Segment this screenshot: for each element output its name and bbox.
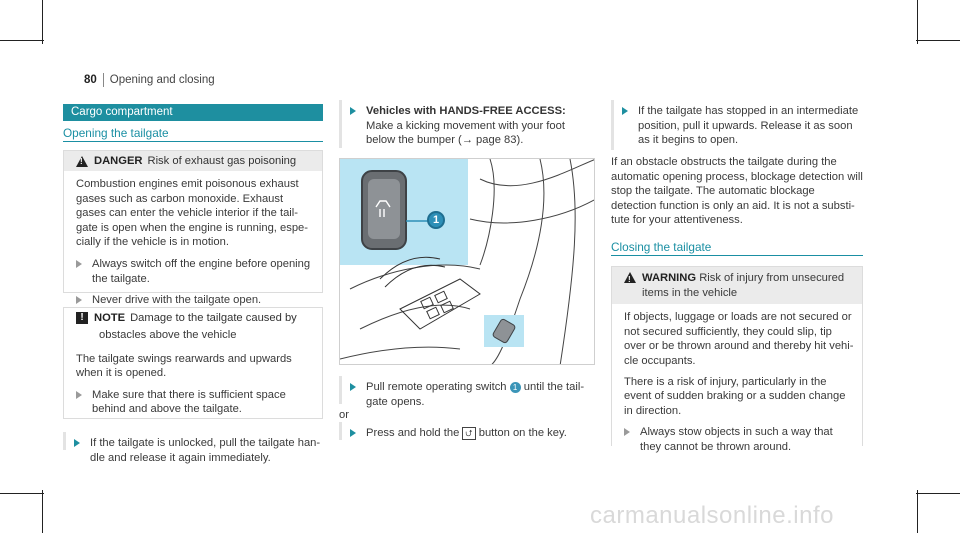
step-side-line (339, 100, 342, 148)
danger-title: Risk of exhaust gas poisoning (147, 155, 297, 167)
warning-head (612, 267, 862, 304)
header-separator (103, 73, 104, 87)
crop-mark (916, 493, 960, 494)
hands-free-text: Make a kicking movement with your foot below the bumper (→ page 83). (366, 119, 565, 147)
warning-box (611, 266, 863, 453)
step-side-line (339, 376, 342, 404)
step-side-line (611, 100, 614, 150)
tailgate-switch-illustration (339, 158, 595, 365)
step-press-text-b: button on the key. (478, 427, 567, 439)
note-title-2: obstacles above the vehicle (99, 329, 237, 341)
danger-head (64, 151, 322, 171)
arrow-icon (350, 429, 356, 437)
danger-body: Combustion engines emit poisonous exhaust gases such as carbon monoxide. Exhaust gases can enter the vehicle interior if the tail-gate is open when the engine is running, espe-cially if the vehicle is in motion. (76, 178, 308, 249)
note-head (64, 308, 322, 328)
subhead-opening: Opening the tailgate (63, 126, 169, 140)
header-section: Opening and closing (109, 74, 215, 86)
crop-mark (42, 0, 43, 44)
subhead-rule (63, 141, 323, 142)
blockage-paragraph: If an obstacle obstructs the tailgate during the automatic opening process, blockage detection will stop the tailgate. The automatic blockage detection function is only an aid. It is not a substi-tute for your attentiveness. (611, 156, 863, 227)
crop-mark (916, 40, 960, 41)
arrow-icon (76, 260, 82, 268)
step-press-text-a: Press and hold the (366, 427, 460, 439)
callout-number-1: 1 (427, 211, 445, 229)
danger-bullet-2: Never drive with the tailgate open. (92, 294, 262, 307)
door-line (560, 159, 575, 365)
danger-bullet-1: Always switch off the engine before opening the tailgate. (92, 257, 311, 285)
door-panel-drawing (340, 159, 595, 365)
crop-mark (42, 490, 43, 533)
note-body: The tailgate swings rearwards and upwards when it is opened. (76, 352, 292, 380)
step-intermediate (622, 104, 862, 148)
switch-number-badge: 1 (510, 382, 521, 393)
warning-triangle-icon (76, 156, 88, 167)
hands-free-bold: Vehicles with HANDS-FREE ACCESS: (366, 105, 566, 117)
step-intermediate-text: If the tailgate has stopped in an intermediate position, pull it upwards. Release it as soon as it begins to open. (638, 105, 859, 147)
note-label: NOTE (94, 312, 126, 324)
window-switch (435, 291, 447, 302)
arrow-icon (350, 383, 356, 391)
section-title-bar: Cargo compartment (63, 104, 323, 121)
step-side-line (339, 422, 342, 440)
subhead-closing: Closing the tailgate (611, 240, 712, 254)
warning-bullet-1: Always stow objects in such a way that they cannot be thrown around. (640, 426, 833, 453)
step-press-key (350, 426, 595, 441)
arrow-icon (350, 107, 356, 115)
page-header (84, 73, 215, 87)
crop-mark (0, 40, 44, 41)
tailgate-key-icon: ⮍ (462, 427, 475, 440)
danger-bullet (76, 257, 314, 286)
step-unlocked-text: If the tailgate is unlocked, pull the tailgate han-dle and release it again immediately. (90, 437, 321, 464)
page-number: 80 (84, 74, 97, 86)
subhead-rule (611, 255, 863, 256)
door-line (340, 347, 460, 359)
note-bullet (76, 388, 314, 417)
exclamation-icon: ! (76, 312, 88, 324)
crop-mark (917, 490, 918, 533)
warning-body-1: If objects, luggage or loads are not secured or not secured sufficiently, they could slip, tip over or be thrown around and thereby hit vehi-cle occupants. (624, 311, 854, 367)
door-line (480, 159, 595, 186)
arrow-icon (74, 439, 80, 447)
door-handle (385, 265, 445, 287)
door-line (470, 199, 595, 223)
step-unlocked (74, 436, 324, 465)
crop-mark (917, 0, 918, 44)
step-hands-free (350, 104, 595, 148)
warning-label: WARNING (642, 272, 697, 284)
note-title-1: Damage to the tailgate caused by (130, 312, 297, 324)
window-switch (427, 307, 439, 318)
warning-title: Risk of injury from unsecured items in the vehicle (642, 272, 845, 299)
warning-triangle-icon (624, 272, 636, 283)
arrow-icon (622, 107, 628, 115)
door-line (350, 265, 480, 289)
warning-body-2: There is a risk of injury, particularly in the event of sudden braking or a sudden change in direction. (624, 375, 846, 417)
window-switch-panel (400, 279, 480, 329)
step-pull-text-a: Pull remote operating switch (366, 381, 507, 393)
note-bullet-1: Make sure that there is sufficient space behind and above the tailgate. (92, 388, 286, 416)
danger-label: DANGER (94, 155, 143, 167)
watermark: carmanualsonline.info (590, 502, 834, 529)
danger-box (63, 150, 323, 307)
danger-bullet (76, 293, 314, 308)
note-box (63, 307, 323, 419)
or-text: or (339, 409, 349, 421)
door-line (480, 159, 494, 265)
step-pull-text-b: until the tail-gate opens. (366, 381, 585, 408)
step-pull-switch (350, 380, 595, 409)
arrow-icon (76, 391, 82, 399)
arrow-icon (76, 296, 82, 304)
arrow-icon (624, 428, 630, 436)
step-side-line (63, 432, 66, 450)
crop-mark (0, 493, 44, 494)
warning-bullet (624, 425, 854, 454)
